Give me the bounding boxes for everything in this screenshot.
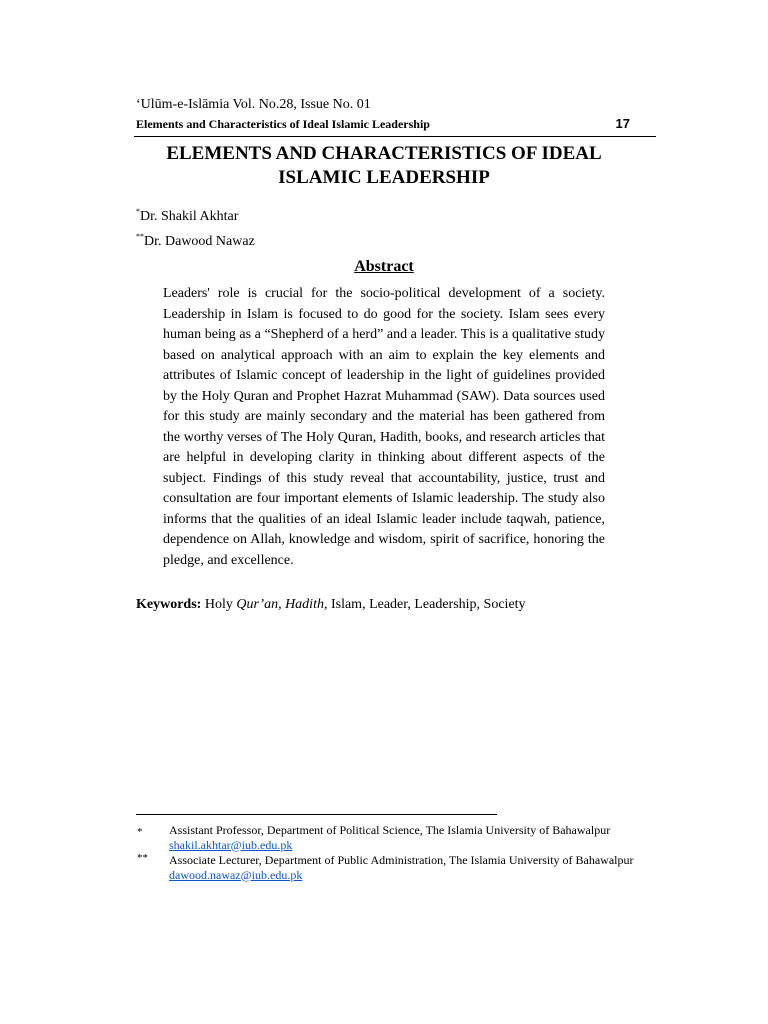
abstract-heading: Abstract bbox=[354, 258, 414, 275]
keywords-part-1: Holy bbox=[204, 597, 233, 612]
author-1-mark: * bbox=[136, 207, 140, 216]
journal-citation: ‘Ulūm-e-Islāmia Vol. No.28, Issue No. 01 bbox=[136, 97, 371, 112]
footnote-1-mark: * bbox=[137, 826, 143, 838]
footnote-divider bbox=[136, 814, 497, 815]
author-2 bbox=[136, 232, 255, 250]
author-1-name: Dr. Shakil Akhtar bbox=[140, 209, 239, 224]
running-title: Elements and Characteristics of Ideal Islamic Leadership bbox=[136, 117, 430, 131]
abstract-body: Leaders' role is crucial for the socio-political development of a society. Leadership in Islam is focused to do good for the society. Islam sees every human being as a “Shepherd of a herd” and a leader. This is a qualitative study based on analytical approach with an aim to explain the key elements and attributes of Islamic concept of leadership in the light of guidelines provided by the Holy Quran and Prophet Hazrat Muhammad (SAW). Data sources used for this study are mainly secondary and the material has been gathered from the worthy verses of The Holy Quran, Hadith, books, and research articles that are helpful in developing clarity in thinking about different aspects of the subject. Findings of this study reveal that accountability, justice, trust and consultation are four important elements of Islamic leadership. The study also informs that the qualities of an ideal Islamic leader include taqwah, patience, dependence on Allah, knowledge and wisdom, spirit of sacrifice, honoring the pledge, and excellence. bbox=[163, 286, 605, 568]
footnote-1-email-link[interactable]: shakil.akhtar@iub.edu.pk bbox=[169, 837, 293, 852]
footnote-2 bbox=[169, 853, 639, 882]
keywords-part-2: Islam, Leader, Leadership, Society bbox=[330, 597, 526, 612]
footnote-1-text: Assistant Professor, Department of Political Science, The Islamia University of Bahawalpur bbox=[169, 823, 611, 837]
keywords-label: Keywords: bbox=[136, 597, 202, 612]
footnote-1 bbox=[169, 823, 639, 852]
title-line-2: ISLAMIC LEADERSHIP bbox=[278, 167, 490, 188]
author-2-mark: ** bbox=[136, 232, 144, 241]
author-1 bbox=[136, 207, 238, 225]
footnote-2-email-link[interactable]: dawood.nawaz@iub.edu.pk bbox=[169, 867, 303, 882]
keywords-line bbox=[136, 597, 526, 613]
author-2-name: Dr. Dawood Nawaz bbox=[144, 234, 255, 249]
footnote-2-mark: ** bbox=[137, 852, 148, 864]
page-number: 17 bbox=[615, 116, 630, 131]
article-title bbox=[134, 142, 634, 190]
footnote-2-text: Associate Lecturer, Department of Public Administration, The Islamia University of Bahawalpur bbox=[169, 853, 634, 867]
keywords-italic: Qur’an, Hadith, bbox=[236, 597, 328, 612]
title-line-1: ELEMENTS AND CHARACTERISTICS OF IDEAL bbox=[166, 143, 602, 164]
header-divider bbox=[134, 136, 656, 137]
